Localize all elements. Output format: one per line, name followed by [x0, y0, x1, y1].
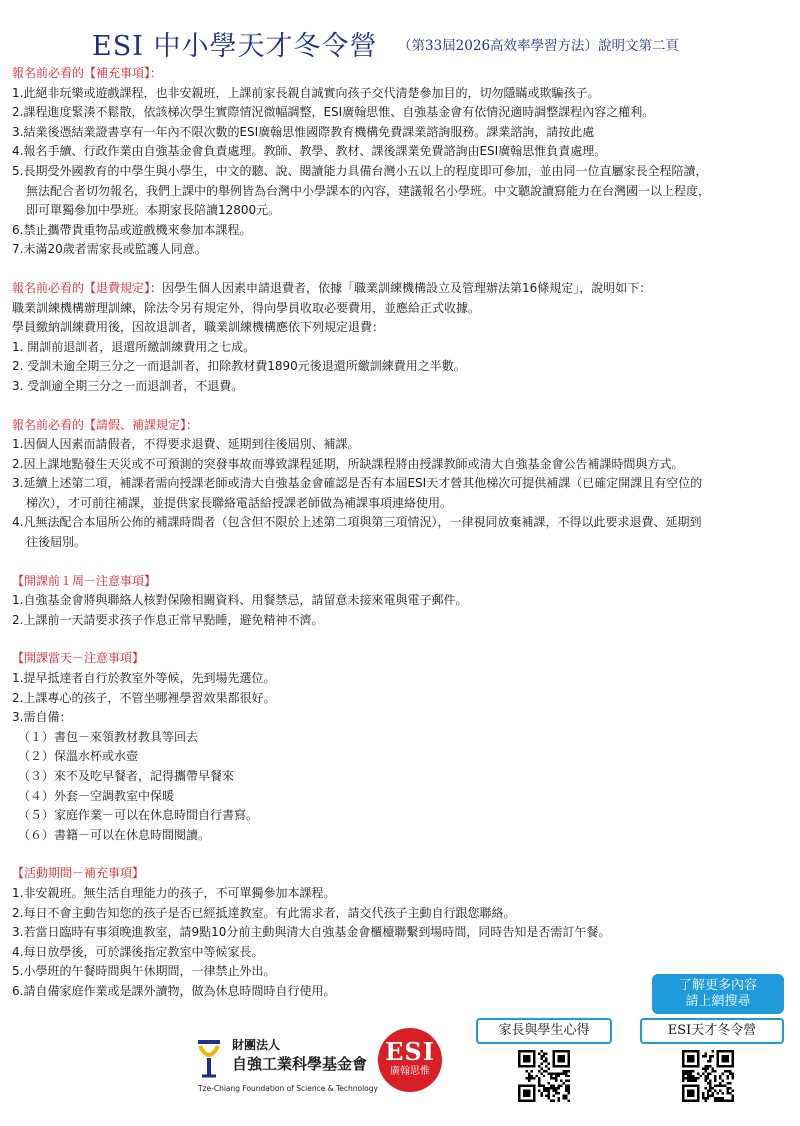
list-item-continued: 往後屆別。	[26, 535, 87, 550]
list-item: 1.非安親班。無生活自理能力的孩子，不可單獨參加本課程。	[12, 885, 336, 900]
page-subtitle: （第33屆2026高效率學習方法）說明文第二頁	[398, 38, 680, 54]
list-item: 4.凡無法配合本屆所公佈的補課時間者（包含但不限於上述第二項與第三項情況），一律視同放棄補課，不得以此要求退費、延期到	[12, 515, 702, 530]
list-item: 2.上課前一天請要求孩子作息正常早點睡，避免精神不濟。	[12, 612, 324, 627]
sub-item: （５）家庭作業－可以在休息時間自行書寫。	[18, 808, 259, 823]
list-item: 職業訓練機構辦理訓練，除法令另有規定外，得向學員收取必要費用，並應給正式收據。	[12, 300, 481, 315]
list-item: 7.未滿20歲者需家長或監護人同意。	[12, 242, 207, 257]
more-info-line: 了解更多內容	[678, 978, 757, 993]
qr-code-icon[interactable]	[682, 1050, 734, 1102]
more-info-line: 請上網搜尋	[685, 994, 751, 1009]
section-heading: 報名前必看的【請假、補課規定】：	[12, 417, 199, 432]
section-heading-row	[12, 279, 792, 299]
list-item: 2.因上課地點發生天災或不可預測的突發事故而導致課程延期，所缺課程將由授課教師或清大自強基金會公告補課時間與方式。	[12, 456, 684, 471]
qr-label-testimonials[interactable]: 家長與學生心得	[476, 1018, 612, 1044]
sub-item: （４）外套－空調教室中保暖	[18, 788, 175, 803]
list-item: 6.請自備家庭作業或是課外讀物，做為休息時間時自行使用。	[12, 983, 336, 998]
section-leave	[12, 416, 792, 553]
section-heading: 報名前必看的【補充事項】：	[12, 66, 163, 80]
list-item-continued: 梯次），才可前往補課，並提供家長聯絡電話給授課老師做為補課事項連絡使用。	[26, 495, 453, 510]
section-heading-tail: ：因學生個人因素申請退費者，依據「職業訓練機構設立及管理辦法第16條規定」，說明如下：	[150, 280, 652, 295]
more-info-banner	[652, 974, 784, 1014]
list-item: 2.每日不會主動告知您的孩子是否已經抵達教室。有此需求者，請交代孩子主動自行跟您聯絡。	[12, 905, 516, 920]
sub-item: （２）保溫水杯或水壺	[18, 749, 139, 764]
list-item: 1.此絕非玩樂或遊戲課程，也非安親班，上課前家長親自誠實向孩子交代清楚參加目的，切勿隱瞞或欺騙孩子。	[12, 85, 600, 100]
foundation-name-prefix: 財團法人	[232, 1038, 281, 1052]
qr-code-icon[interactable]	[518, 1050, 570, 1102]
header	[0, 22, 800, 62]
sub-item: （３）來不及吃早餐者，記得攜帶早餐來	[18, 769, 235, 783]
foundation-emblem-icon	[196, 1038, 222, 1078]
list-item: 2. 受訓未逾全期三分之一而退訓者，扣除教材費1890元後退還所繳訓練費用之半數。	[12, 359, 466, 374]
list-item: 3.需自備：	[12, 710, 72, 725]
list-item-continued: 即可單獨參加中學班。本期家長陪讀12800元。	[26, 203, 281, 218]
list-item: 1.因個人因素而請假者，不得要求退費、延期到往後屆別、補課。	[12, 437, 360, 452]
list-item: 3.結業後憑結業證書享有一年內不限次數的ESI廣翰思惟國際教育機構免費課業諮詢服務。課業諮詢，請按此處	[12, 124, 595, 139]
page-title: ESI 中小學天才冬令營	[92, 31, 378, 62]
foundation-logo	[196, 1036, 378, 1096]
list-item: 1.自強基金會將與聯絡人核對保險相關資料、用餐禁忌，請留意未接來電與電子郵件。	[12, 593, 468, 608]
sub-item: （６）書籍－可以在休息時間閱讀。	[18, 827, 211, 842]
list-item: 2.上課專心的孩子，不管坐哪裡學習效果都很好。	[12, 690, 276, 705]
list-item: 學員繳納訓練費用後，因故退訓者，職業訓練機構應依下列規定退費：	[12, 320, 385, 335]
list-item: 5.長期受外國教育的中學生與小學生，中文的聽、說、閱讀能力具備台灣小五以上的程度即可參加，並由同一位直屬家長全程陪讀，	[12, 163, 708, 178]
list-item: 4.報名手續、行政作業由自強基金會負責處理。教師、教學、教材、課後課業免費諮詢由ESI廣翰思惟負責處理。	[12, 144, 607, 159]
list-item: 2.課程進度緊湊不鬆散，依該梯次學生實際情況微幅調整，ESI廣翰思惟、自強基金會有依情況適時調整課程內容之權利。	[12, 105, 655, 120]
section-heading: 【開課前１周－注意事項】	[12, 573, 157, 588]
list-item: 4.每日放學後，可於課後指定教室中等候家長。	[12, 944, 264, 959]
section-heading: 【開課當天－注意事項】	[12, 651, 145, 666]
foundation-name-english: Tze-Chiang Foundation of Science & Technology	[198, 1084, 378, 1093]
foundation-name: 自強工業科學基金會	[232, 1055, 368, 1073]
list-item: 6.禁止攜帶貴重物品或遊戲機來參加本課程。	[12, 222, 252, 237]
document-body	[12, 64, 792, 1021]
esi-logo-text: ESI	[385, 1037, 435, 1066]
list-item: 1.提早抵達者自行於教室外等候，先到場先選位。	[12, 671, 276, 686]
esi-logo-subtext: 廣翰思惟	[390, 1066, 430, 1077]
list-item: 3.若當日臨時有事須晚進教室，請9點10分前主動與清大自強基金會櫃檯聯繫到場時間，同時告知是否需訂午餐。	[12, 925, 611, 940]
section-week-before	[12, 572, 792, 631]
list-item: 1. 開訓前退訓者，退還所繳訓練費用之七成。	[12, 339, 256, 354]
section-heading: 【活動期間－補充事項】	[12, 866, 145, 881]
list-item: 3.延續上述第二項，補課者需向授課老師或清大自強基金會確認是否有本屆ESI天才營其他梯次可提供補課（已確定開課且有空位的	[12, 476, 703, 491]
list-item: 3. 受訓逾全期三分之一而退訓者，不退費。	[12, 378, 244, 393]
section-first-day	[12, 649, 792, 845]
section-supplement	[12, 64, 792, 260]
qr-label-camp[interactable]: ESI天才冬令營	[640, 1018, 784, 1044]
list-item-continued: 無法配合者切勿報名，我們上課中的舉例皆為台灣中小學課本的內容，建議報名小學班。中文聽說讀寫能力在台灣國一以上程度，	[26, 183, 711, 198]
esi-logo	[378, 1028, 442, 1092]
list-item: 5.小學班的午餐時間與午休期間，一律禁止外出。	[12, 964, 276, 979]
section-refund	[12, 279, 792, 397]
section-heading: 報名前必看的【退費規定】	[12, 280, 151, 295]
sub-item: （１）書包－來領教材教具等回去	[18, 729, 199, 744]
